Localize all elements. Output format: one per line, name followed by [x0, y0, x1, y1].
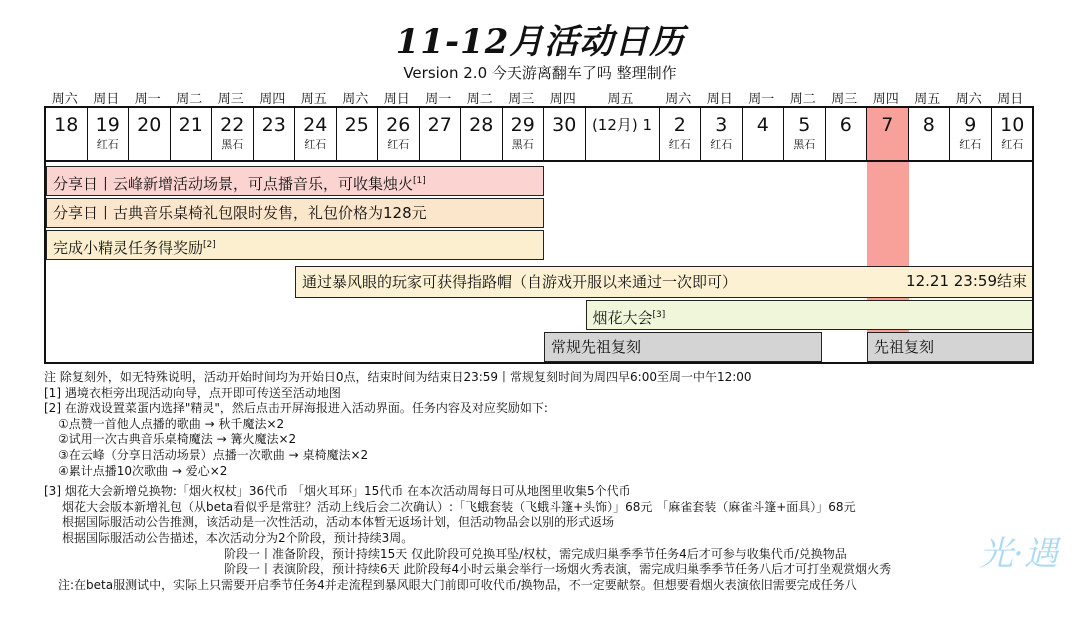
note-line: 注 除复刻外，如无特殊说明，活动开始时间均为开始日0点，结束时间为结束日23:59丨常规复刻时间为周四早6:00至周一中午12:00	[44, 370, 752, 384]
date-row-divider	[46, 160, 1032, 162]
shard-tag: 黑石	[511, 138, 534, 151]
note-line: 注:在beta服测试中，实际上只需要开启季节任务4并走流程到暴风眼大门前即可收代币/换物品，不一定要献祭。但想要看烟火表演依旧需要完成任务八	[58, 577, 857, 592]
weekday-label: 周二	[466, 92, 493, 107]
date-number: 26	[386, 114, 411, 136]
weekday-label: 周日	[997, 92, 1024, 107]
weekday-label: 周五	[607, 92, 634, 107]
date-number: 3	[715, 114, 728, 136]
event-eye-of-storm-end: 12.21 23:59结束	[906, 272, 1027, 290]
date-number: 20	[137, 114, 162, 136]
date-number: 22	[220, 114, 245, 136]
shard-tag: 红石	[710, 138, 733, 151]
weekday-label: 周日	[93, 92, 120, 107]
date-number: 10	[1000, 114, 1025, 136]
note-line: 根据国际服活动公告描述，本次活动分为2个阶段，预计持续3周。	[62, 530, 414, 545]
page-title: 11-12月活动日历	[395, 22, 685, 62]
weekday-label: 周一	[748, 92, 775, 107]
watermark-logo: 光·遇	[979, 534, 1058, 574]
event-spirit-task[interactable]: 完成小精灵任务得奖励[2]	[46, 230, 544, 260]
weekday-label: 周一	[134, 92, 161, 107]
note-line: ③在云峰（分享日活动场景）点播一次歌曲 → 桌椅魔法×2	[58, 447, 369, 462]
date-cell[interactable]	[586, 108, 660, 160]
note-line: 阶段一丨表演阶段，预计持续6天 此阶段每4小时云巢会举行一场烟火秀表演，需完成归巢季季节任务八后才可打坐观赏烟火秀	[224, 562, 892, 577]
weekday-label: 周五	[914, 92, 941, 107]
date-cell[interactable]	[46, 108, 88, 160]
weekday-label: 周六	[51, 92, 78, 107]
note-line: ②试用一次古典音乐桌椅魔法 → 篝火魔法×2	[58, 432, 297, 447]
weekday-label: 周日	[706, 92, 733, 107]
date-number: 29	[510, 114, 535, 136]
shard-tag: 红石	[304, 138, 327, 151]
date-cell[interactable]	[420, 108, 462, 160]
event-fireworks-festival[interactable]: 烟花大会[3]	[586, 300, 1034, 330]
date-number: 24	[303, 114, 328, 136]
date-cell[interactable]	[743, 108, 785, 160]
notes-section	[44, 370, 1054, 593]
event-regular-spirit-rerun[interactable]: 常规先祖复刻	[544, 332, 822, 362]
weekday-label: 周三	[831, 92, 858, 107]
date-number: 9	[964, 114, 977, 136]
weekday-label: 周四	[549, 92, 576, 107]
weekday-label: 周四	[872, 92, 899, 107]
page-subtitle: Version 2.0 今天游离翻车了吗 整理制作	[403, 64, 677, 82]
date-cell[interactable]	[88, 108, 130, 160]
weekday-label: 周三	[508, 92, 535, 107]
note-line: 阶段一丨准备阶段，预计持续15天 仅此阶段可兑换耳坠/权杖，需完成归巢季季节任务4后才可参与收集代币/兑换物品	[224, 546, 847, 561]
weekday-label: 周六	[342, 92, 369, 107]
date-cell[interactable]	[826, 108, 868, 160]
date-number: 18	[54, 114, 79, 136]
date-cell[interactable]	[378, 108, 420, 160]
date-cell[interactable]	[701, 108, 743, 160]
date-cell[interactable]	[660, 108, 702, 160]
date-cell[interactable]	[129, 108, 171, 160]
date-cell[interactable]	[295, 108, 337, 160]
event-share-day-pack[interactable]: 分享日丨古典音乐桌椅礼包限时发售，礼包价格为128元	[46, 198, 544, 228]
weekday-label: 周日	[383, 92, 410, 107]
note-line: [2] 在游戏设置菜蛋内选择"精灵"，然后点击开屏海报进入活动界面。任务内容及对应奖励如下:	[44, 401, 548, 416]
note-line: [1] 遇境衣柜旁出现活动向导，点开即可传送至活动地图	[44, 385, 341, 400]
shard-tag: 黑石	[793, 138, 816, 151]
note-line: [3] 烟花大会新增兑换物:「烟火权杖」36代币 「烟火耳环」15代币 在本次活动周每日可从地图里收集5个代币	[44, 484, 631, 499]
note-line: ④累计点播10次歌曲 → 爱心×2	[58, 463, 228, 478]
date-cell[interactable]	[254, 108, 296, 160]
event-spirit-rerun[interactable]: 先祖复刻	[867, 332, 1033, 362]
date-number: (12月) 1	[591, 116, 653, 134]
date-number: 19	[95, 114, 120, 136]
date-cell[interactable]	[337, 108, 379, 160]
date-number: 7	[881, 114, 894, 136]
weekday-label: 周六	[665, 92, 692, 107]
date-cell[interactable]	[212, 108, 254, 160]
shard-tag: 黑石	[221, 138, 244, 151]
shard-tag: 红石	[959, 138, 982, 151]
date-number: 21	[178, 114, 203, 136]
date-cell[interactable]	[503, 108, 545, 160]
note-line: 烟花大会版本新增礼包（从beta看似乎是常驻？活动上线后会二次确认）:「飞蛾套装（飞蛾斗篷+头饰）」68元 「麻雀套装（麻雀斗篷+面具）」68元	[62, 499, 856, 514]
date-number: 6	[839, 114, 852, 136]
weekday-label: 周五	[300, 92, 327, 107]
date-cell[interactable]	[909, 108, 951, 160]
shard-tag: 红石	[668, 138, 691, 151]
date-number: 5	[798, 114, 811, 136]
date-number: 27	[427, 114, 452, 136]
date-number: 25	[344, 114, 369, 136]
date-cell[interactable]	[950, 108, 992, 160]
date-number: 2	[673, 114, 686, 136]
date-cell[interactable]	[544, 108, 586, 160]
date-number: 30	[552, 114, 577, 136]
date-cell[interactable]	[784, 108, 826, 160]
date-cell[interactable]	[171, 108, 213, 160]
date-number: 28	[469, 114, 494, 136]
shard-tag: 红石	[387, 138, 410, 151]
shard-tag: 红石	[1001, 138, 1024, 151]
date-cell[interactable]	[992, 108, 1034, 160]
weekday-label: 周六	[955, 92, 982, 107]
note-line: ①点赞一首他人点播的歌曲 → 秋千魔法×2	[58, 416, 285, 431]
event-eye-of-storm-hat[interactable]: 通过暴风眼的玩家可获得指路帽（自游戏开服以来通过一次即可）	[295, 266, 1033, 298]
date-number: 8	[922, 114, 935, 136]
date-number: 4	[756, 114, 769, 136]
weekday-label: 周四	[259, 92, 286, 107]
event-share-day-scene[interactable]: 分享日丨云峰新增活动场景，可点播音乐，可收集烛火[1]	[46, 166, 544, 196]
calendar-grid	[44, 106, 1034, 364]
date-number: 23	[261, 114, 286, 136]
shard-tag: 红石	[96, 138, 119, 151]
weekday-label: 周二	[176, 92, 203, 107]
date-cell[interactable]	[867, 108, 909, 160]
weekday-label: 周二	[789, 92, 816, 107]
weekday-label: 周一	[425, 92, 452, 107]
note-line: 根据国际服活动公告推测，该活动是一次性活动，活动本体暂无返场计划，但活动物品会以别的形式返场	[62, 515, 615, 530]
weekday-label: 周三	[217, 92, 244, 107]
date-cell[interactable]	[461, 108, 503, 160]
